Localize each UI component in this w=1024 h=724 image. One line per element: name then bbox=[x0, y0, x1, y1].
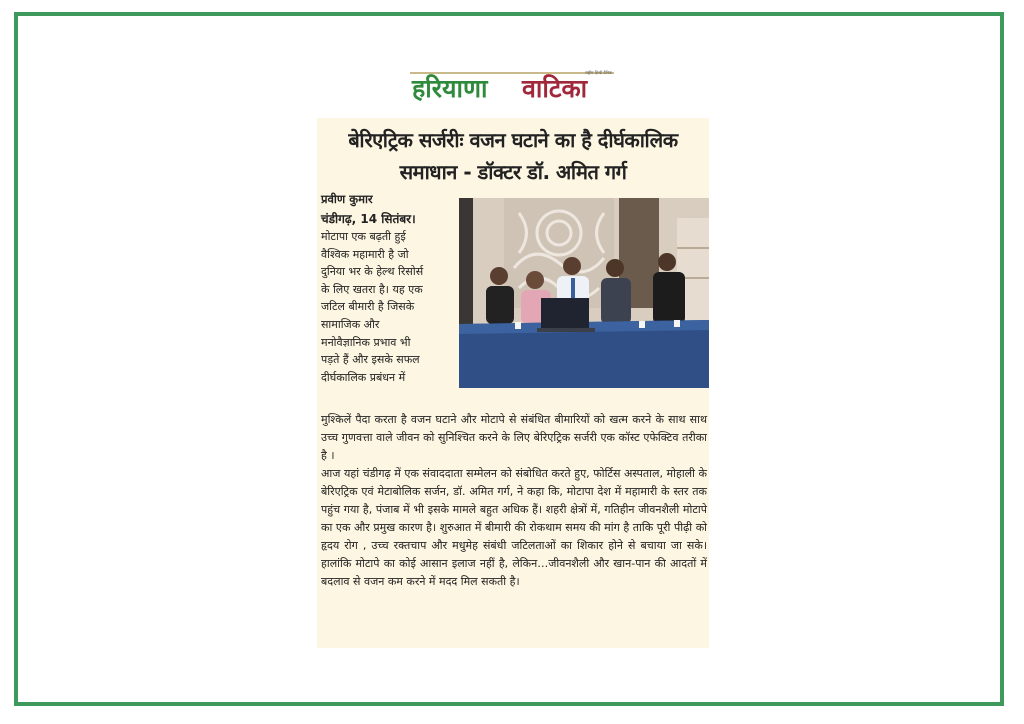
narrow-column-text bbox=[321, 228, 457, 386]
narrow-line: जटिल बीमारी है जिसके bbox=[321, 300, 415, 314]
narrow-line: पड़ते हैं और इसके सफल bbox=[321, 353, 420, 367]
narrow-line: सामाजिक और bbox=[321, 317, 380, 331]
masthead-name-part1: हरियाणा bbox=[412, 74, 488, 103]
narrow-line: वैश्विक महामारी है जो bbox=[321, 247, 409, 261]
headline-line-2: समाधान - डॉक्टर डॉ. अमित गर्ग bbox=[399, 160, 627, 184]
article-dateline: चंडीगढ़, 14 सितंबर। bbox=[321, 212, 416, 226]
narrow-line: दुनिया भर के हेल्थ रिसोर्स bbox=[321, 265, 424, 279]
narrow-line: मोटापा एक बढ़ती हुई bbox=[321, 230, 406, 243]
newspaper-masthead bbox=[410, 70, 614, 108]
narrow-line: मनोवैज्ञानिक प्रभाव भी bbox=[321, 335, 411, 349]
masthead-name-part2: वाटिका bbox=[522, 74, 588, 103]
narrow-line: दीर्घकालिक प्रबंधन में bbox=[321, 370, 406, 384]
article-body bbox=[321, 411, 707, 591]
article-paragraph: आज यहां चंडीगढ़ में एक संवाददाता सम्मेलन को संबोधित करते हुए, फोर्टिस अस्पताल, मोहाली के बेरिएट्रिक एवं मेटाबोलिक सर्जन, डॉ. अमित गर्ग, ने कहा कि, मोटापा देश में महामारी के स्तर तक पहुंच गया है, पंजाब में भी इसके मामले बहुत अधिक हैं। शहरी क्षेत्रों में, गतिहीन जीवनशैली मोटापे का एक और प्रमुख कारण है। शुरुआत में बीमारी की रोकथाम समय की मांग है ताकि पूरी पीढ़ी को हृदय रोग , उच्च रक्तचाप और मधुमेह संबंधी जटिलताओं का शिकार होने से बचाया जा सके। हालांकि मोटापे का कोई आसान इलाज नहीं है, लेकिन…जीवनशैली और खान-पान की आदतों में बदलाव से वजन कम करने में मदद मिल सकती है। bbox=[321, 467, 707, 588]
masthead-tagline: राष्ट्रीय हिन्दी दैनिक bbox=[585, 70, 612, 75]
narrow-line: के लिए खतरा है। यह एक bbox=[321, 282, 423, 296]
press-conference-photo bbox=[459, 198, 709, 388]
news-clipping bbox=[317, 118, 709, 648]
article-headline bbox=[321, 124, 705, 188]
article-byline: प्रवीण कुमार bbox=[321, 192, 373, 206]
article-paragraph: मुश्किलें पैदा करता है वजन घटाने और मोटापे से संबंधित बीमारियों को खत्म करने के साथ साथ उच्च गुणवत्ता वाले जीवन को सुनिश्चित करने के लिए बेरिएट्रिक सर्जरी एक कॉस्ट एफेक्टिव तरीका है । bbox=[321, 413, 707, 462]
headline-line-1: बेरिएट्रिक सर्जरीः वजन घटाने का है दीर्घकालिक bbox=[348, 128, 678, 152]
photo-illustration bbox=[459, 198, 709, 388]
